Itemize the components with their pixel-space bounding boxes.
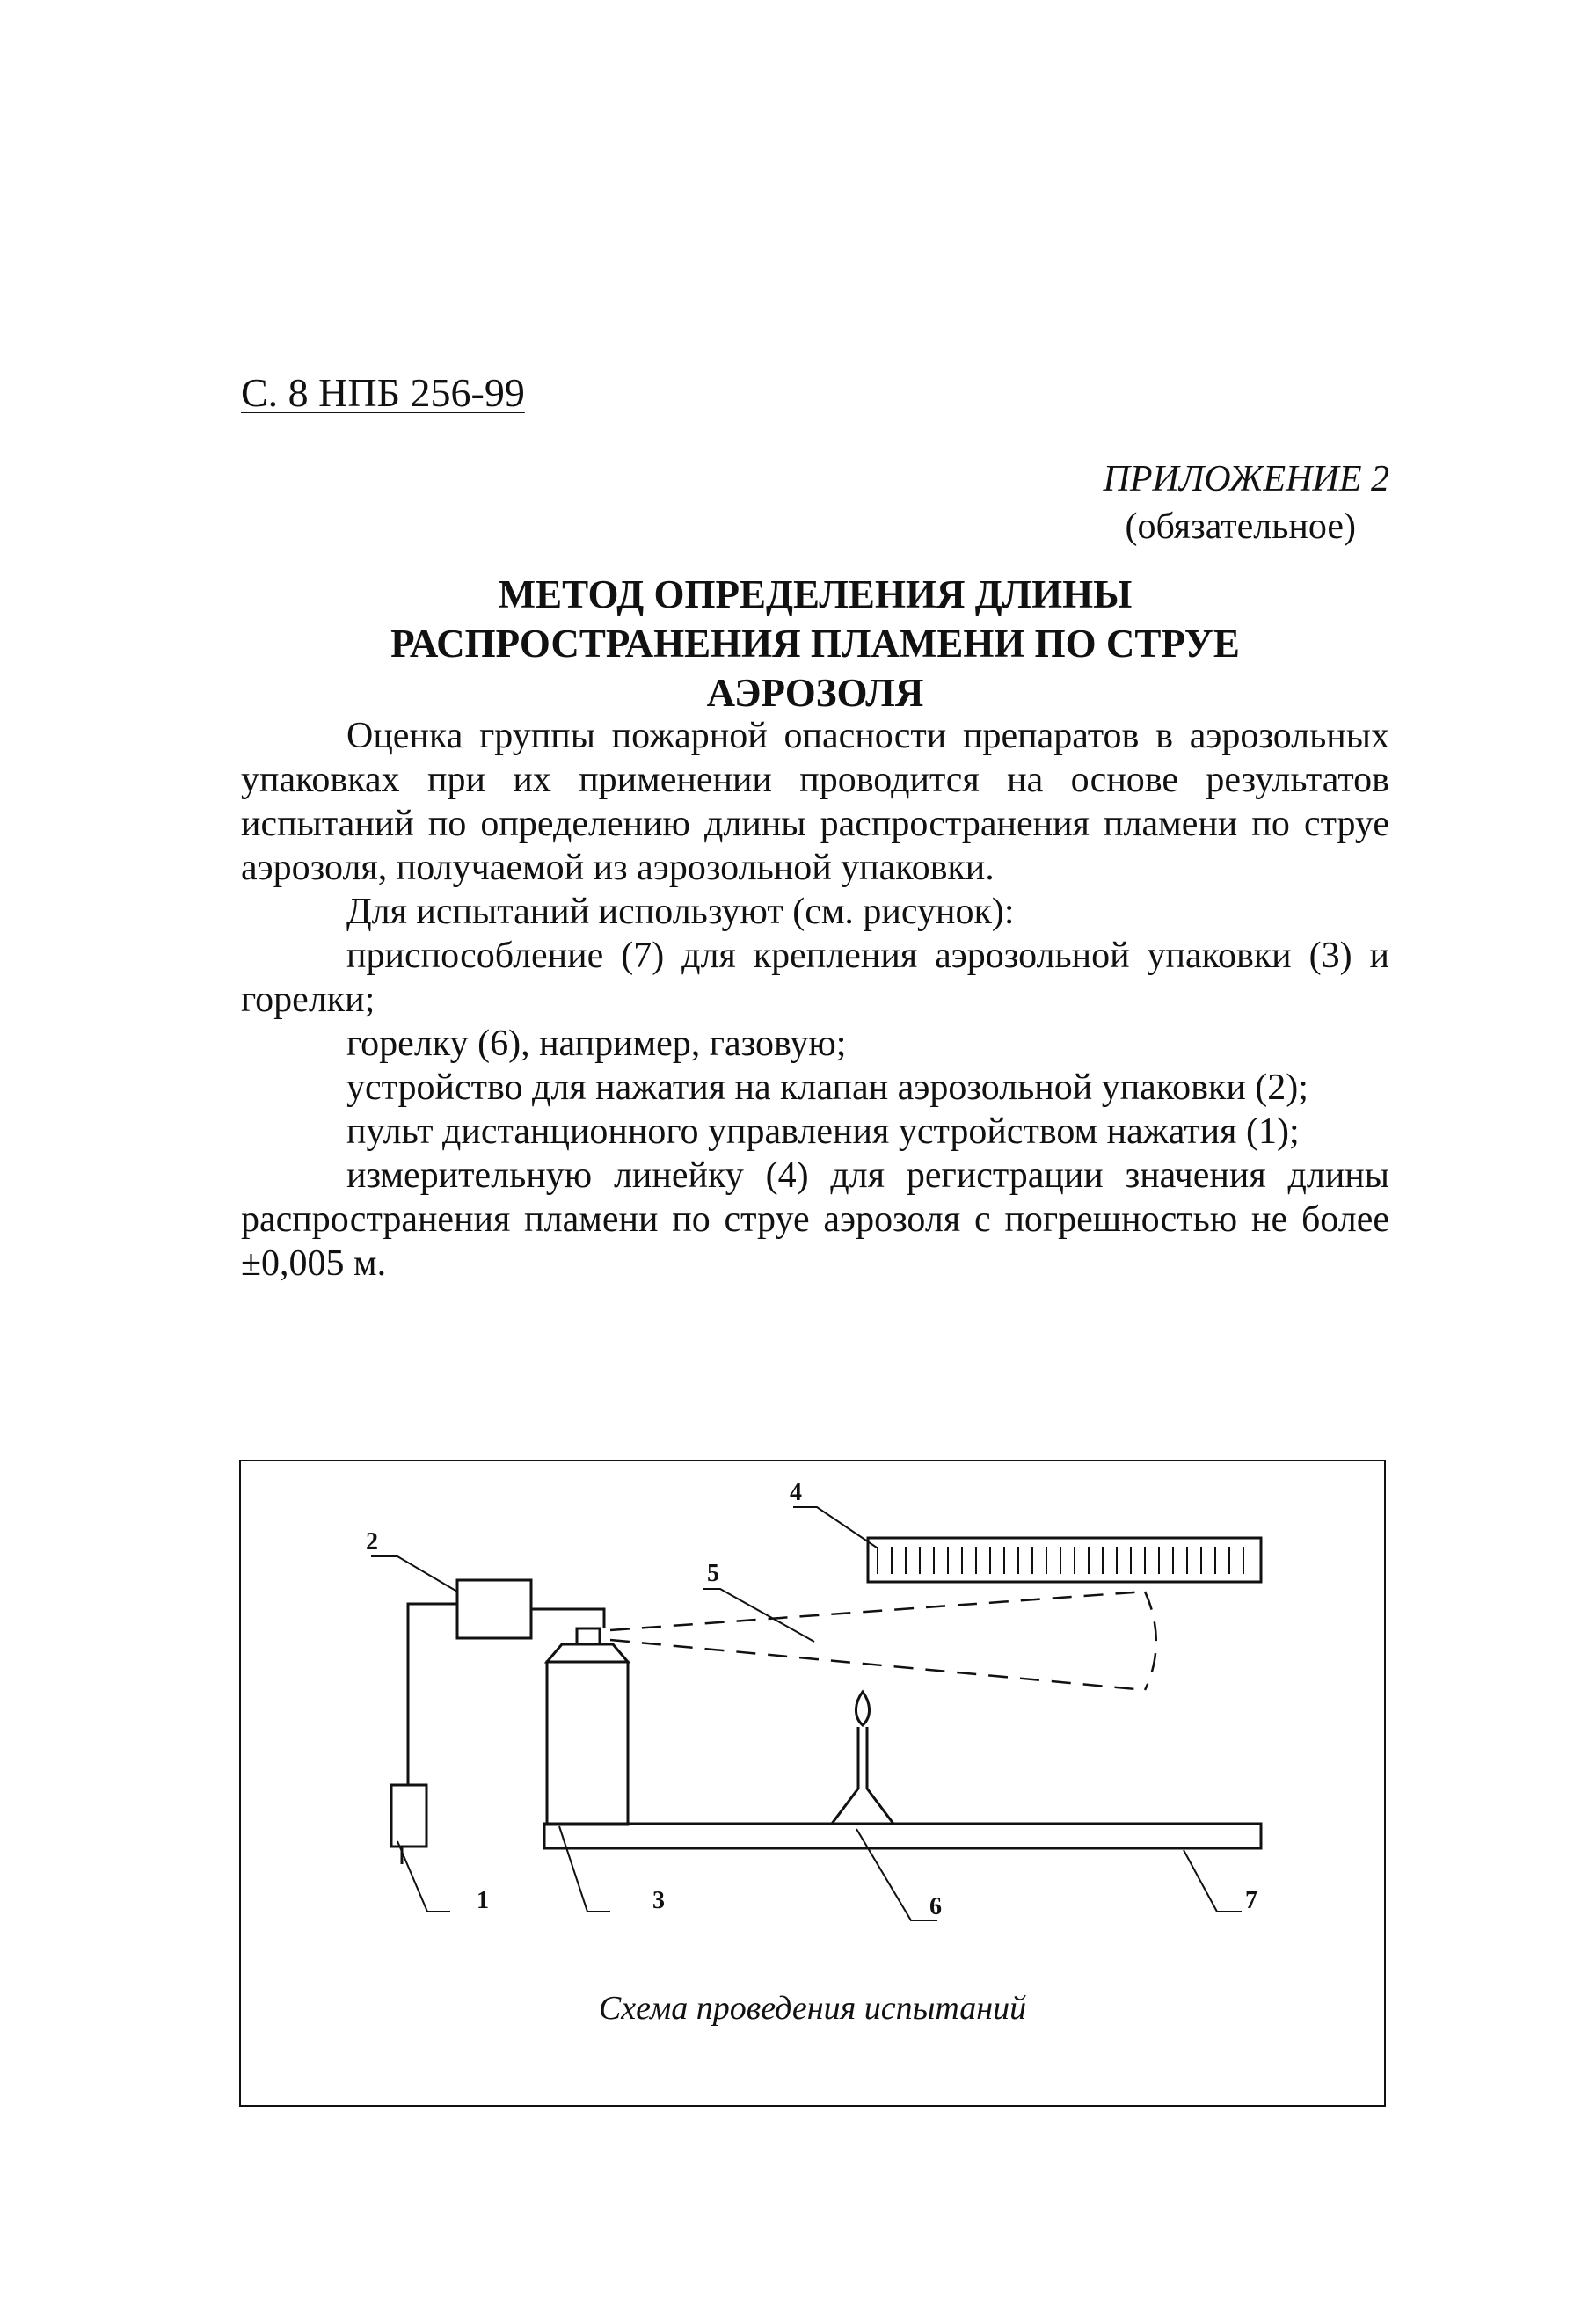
control-cable (408, 1604, 457, 1785)
aerosol-can-shoulder (547, 1644, 628, 1662)
label-4: 4 (790, 1479, 802, 1506)
paragraph: устройство для нажатия на клапан аэрозольной упаковки (2); (346, 1067, 1308, 1108)
mounting-rail (544, 1824, 1261, 1848)
aerosol-can (547, 1662, 628, 1825)
leader-line-6 (856, 1829, 937, 1920)
paragraph: пульт дистанционного управления устройством нажатия (1); (346, 1111, 1300, 1152)
label-1: 1 (477, 1887, 489, 1914)
appendix-title: ПРИЛОЖЕНИЕ 2 (1103, 459, 1389, 499)
title-line: АЭРОЗОЛЯ (706, 671, 924, 715)
body-text (241, 714, 1389, 1286)
label-2: 2 (366, 1528, 378, 1555)
label-5: 5 (707, 1560, 719, 1587)
leader-line-7 (1184, 1850, 1242, 1912)
leader-line-3 (559, 1826, 610, 1912)
paragraph: Для испытаний используют (см. рисунок): (346, 892, 1015, 932)
remote-control (391, 1785, 426, 1847)
page-header: С. 8 НПБ 256-99 (241, 370, 525, 415)
figure-frame (239, 1460, 1386, 2107)
leader-line-1 (397, 1841, 450, 1912)
label-7: 7 (1245, 1887, 1257, 1914)
burner-flame (856, 1692, 869, 1725)
leader-line-5 (703, 1589, 814, 1642)
aerosol-jet (610, 1592, 1156, 1690)
title-line: РАСПРОСТРАНЕНИЯ ПЛАМЕНИ ПО СТРУЕ (390, 622, 1240, 666)
paragraph: Оценка группы пожарной опасности препаратов в аэрозольных упаковках при их применении проводится на основе результатов испытаний по определению длины распространения пламени по струе аэрозоля, получаемой из аэрозольной упаковки. (241, 716, 1389, 888)
label-6: 6 (929, 1893, 942, 1920)
label-3: 3 (652, 1887, 665, 1914)
document-title (241, 570, 1389, 718)
ruler-ticks (878, 1547, 1243, 1574)
burner-base (832, 1789, 893, 1824)
pressing-device (457, 1580, 531, 1638)
title-line: МЕТОД ОПРЕДЕЛЕНИЯ ДЛИНЫ (498, 572, 1133, 616)
pressing-arm (531, 1609, 604, 1628)
aerosol-valve (577, 1628, 600, 1644)
appendix-subtitle: (обязательное) (1125, 506, 1356, 547)
leader-line-4 (793, 1507, 877, 1548)
leader-line-2 (371, 1556, 457, 1592)
paragraph: приспособление (7) для крепления аэрозольной упаковки (3) и горелки; (241, 936, 1389, 1020)
paragraph: горелку (6), например, газовую; (346, 1024, 847, 1064)
figure-caption: Схема проведения испытаний (598, 1990, 1027, 2027)
appendix-block (879, 455, 1389, 550)
paragraph: измерительную линейку (4) для регистрации значения длины распространения пламени по струе аэрозоля с погрешностью не более ±0,005 м. (241, 1155, 1389, 1284)
